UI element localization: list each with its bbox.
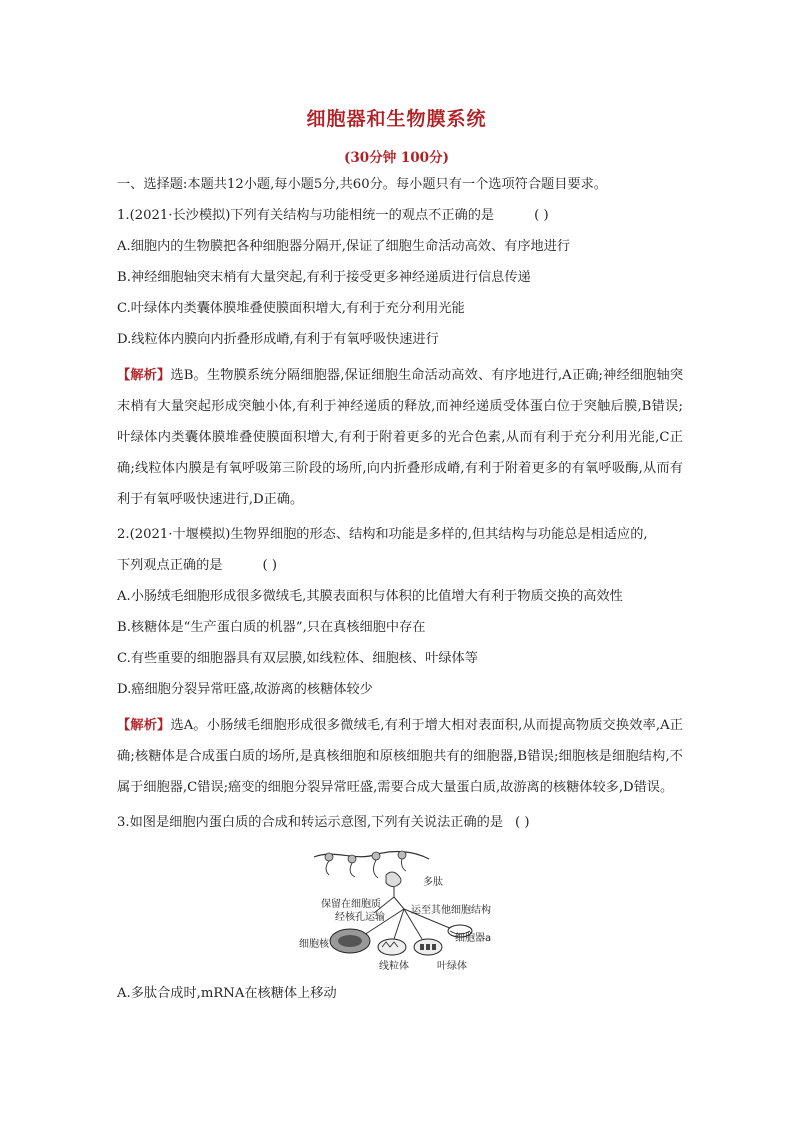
question-1-option-b: B.神经细胞轴突末梢有大量突起,有利于接受更多神经递质进行信息传递 — [117, 270, 531, 285]
question-1-option-d: D.线粒体内膜向内折叠形成嵴,有利于有氧呼吸快速进行 — [117, 332, 439, 347]
question-2-option-d: D.癌细胞分裂异常旺盛,故游离的核糖体较少 — [117, 682, 373, 697]
page-subtitle: (30分钟 100分) — [344, 150, 449, 166]
analysis-tag: 【解析】 — [117, 368, 171, 383]
question-1-option-c: C.叶绿体内类囊体膜堆叠使膜面积增大,有利于充分利用光能 — [117, 301, 465, 316]
label-retain: 保留在细胞质 — [321, 899, 381, 910]
page-title: 细胞器和生物膜系统 — [306, 108, 487, 130]
question-1-bracket: ( ) — [534, 208, 549, 223]
question-1-option-a: A.细胞内的生物膜把各种细胞器分隔开,保证了细胞生命活动高效、有序地进行 — [117, 239, 571, 254]
analysis-text: 选B。生物膜系统分隔细胞器,保证细胞生命活动高效、有序地进行,A正确;神经细胞轴突末梢有大量突起形成突触小体,有利于神经递质的释放,而神经递质受体蛋白位于突触后膜,B错误;叶绿体内类囊体膜堆叠使膜面积增大,有利于附着更多的光合色素,从而有利于充分利用光能,C正确;线粒体内膜是有氧呼吸第三阶段的场所,向内折叠形成嵴,有利于附着更多的有氧呼吸酶,从而有利于有氧呼吸快速进行,D正确。 — [117, 368, 684, 507]
question-2-option-a: A.小肠绒毛细胞形成很多微绒毛,其膜表面积与体积的比值增大有利于物质交换的高效性 — [117, 589, 623, 604]
question-2-bracket: ( ) — [262, 558, 277, 573]
label-transport: 运至其他细胞结构 — [411, 905, 491, 916]
question-1-analysis — [117, 360, 683, 515]
section-header: 一、选择题:本题共12小题,每小题5分,共60分。每小题只有一个选项符合题目要求。 — [117, 177, 607, 192]
label-nucleus: 细胞核 — [299, 939, 329, 950]
question-2-option-b: B.核糖体是“生产蛋白质的机器”,只在真核细胞中存在 — [117, 620, 426, 635]
document-body — [117, 174, 683, 1014]
question-3-option-a: A.多肽合成时,mRNA在核糖体上移动 — [117, 986, 337, 1001]
question-2-stem-cont — [117, 555, 683, 586]
label-polypeptide: 多肽 — [423, 877, 443, 888]
analysis-text: 选A。小肠绒毛细胞形成很多微绒毛,有利于增大相对表面积,从而提高物质交换效率,A正确;核糖体是合成蛋白质的场所,是真核细胞和原核细胞共有的细胞器,B错误;细胞核是细胞结构,不属于细胞器,C错误;癌变的细胞分裂异常旺盛,需要合成大量蛋白质,故游离的核糖体较多,D错误。 — [117, 718, 683, 795]
question-3-stem-text: 3.如图是细胞内蛋白质的合成和转运示意图,下列有关说法正确的是 — [117, 815, 504, 830]
analysis-tag: 【解析】 — [117, 718, 171, 733]
protein-transport-figure — [117, 847, 683, 975]
question-3-stem — [117, 812, 683, 843]
label-mitochondrion: 线粒体 — [379, 961, 409, 972]
question-3-bracket: ( ) — [515, 815, 530, 830]
label-pore: 经核孔运输 — [335, 912, 385, 923]
question-2-stem: 2.(2021·十堰模拟)生物界细胞的形态、结构和功能是多样的,但其结构与功能总是相适应的, — [117, 527, 648, 542]
question-1-stem — [117, 205, 683, 236]
question-2-stem-cont-text: 下列观点正确的是 — [117, 558, 223, 573]
question-2-analysis — [117, 710, 683, 803]
label-chloroplast: 叶绿体 — [437, 961, 467, 972]
label-organelle-a: 细胞器a — [455, 933, 492, 944]
question-2-option-c: C.有些重要的细胞器具有双层膜,如线粒体、细胞核、叶绿体等 — [117, 651, 478, 666]
question-1-stem-text: 1.(2021·长沙模拟)下列有关结构与功能相统一的观点不正确的是 — [117, 208, 495, 223]
